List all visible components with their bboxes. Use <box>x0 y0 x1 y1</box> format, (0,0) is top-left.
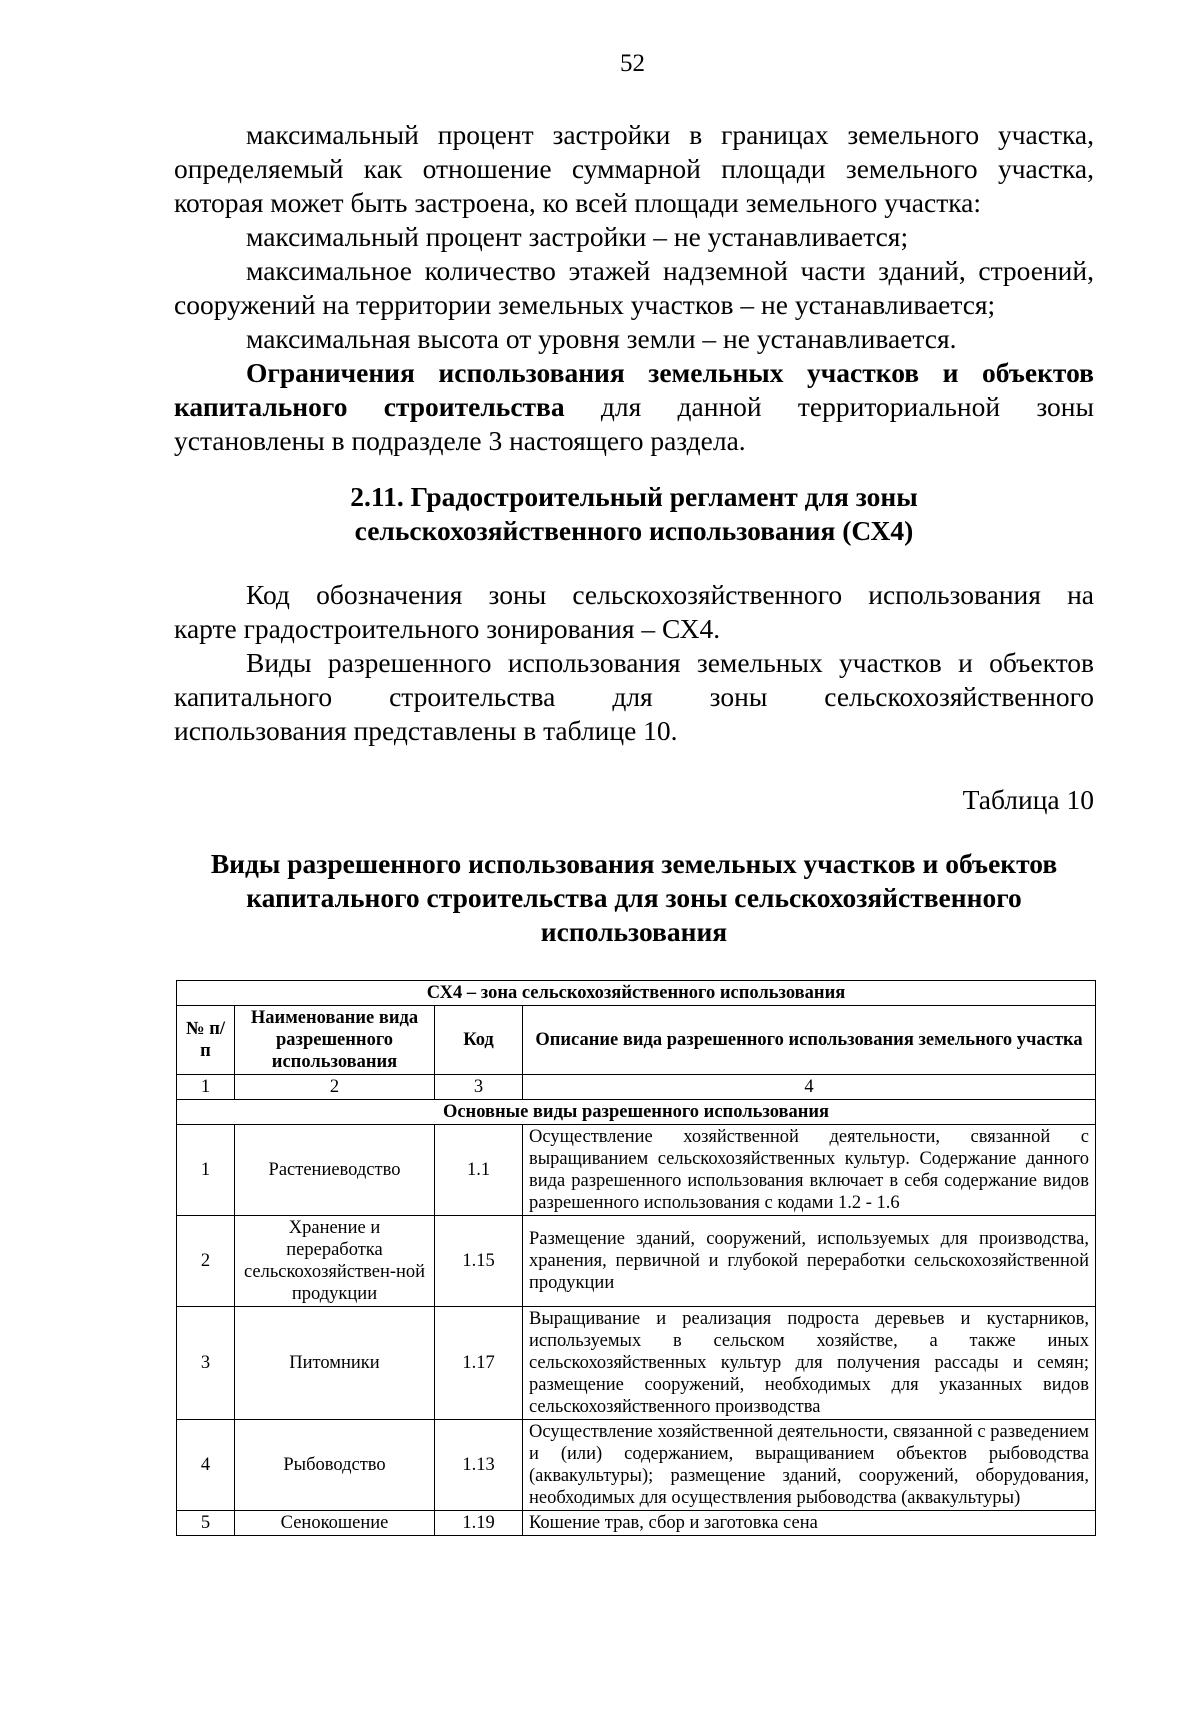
intro-line: максимальная высота от уровня земли – не устанавливается. <box>246 323 957 354</box>
page-number: 52 <box>620 50 645 77</box>
row-name: Питомники <box>235 1307 435 1420</box>
row-number: 3 <box>177 1307 235 1420</box>
section-body <box>174 578 1094 748</box>
column-number: 4 <box>523 1075 1096 1100</box>
table-title-line: использования <box>540 916 728 947</box>
row-code: 1.1 <box>435 1125 523 1216</box>
column-header: № п/п <box>177 1006 235 1075</box>
restrictions-line: Ограничения использования земельных участков и объектов <box>246 357 1094 388</box>
section-title-line: сельскохозяйственного использования (СХ4) <box>354 515 914 546</box>
table-row <box>177 1125 1096 1216</box>
row-code: 1.17 <box>435 1307 523 1420</box>
section-line: Код обозначения зоны сельскохозяйственного использования на <box>246 579 1094 610</box>
section-line: использования представлены в таблице 10. <box>174 715 678 746</box>
row-number: 4 <box>177 1420 235 1511</box>
row-name: Сенокошение <box>235 1511 435 1536</box>
row-number: 1 <box>177 1125 235 1216</box>
row-description: Выращивание и реализация подроста деревьев и кустарников, используемых в сельском хозяйстве, а также иных сельскохозяйственных культур для получения рассады и семян; размещение сооружений, необходимых для указанных видов сельскохозяйственного производства <box>523 1307 1096 1420</box>
column-number: 1 <box>177 1075 235 1100</box>
column-header: Код <box>435 1006 523 1075</box>
row-code: 1.15 <box>435 1216 523 1307</box>
zone-header-cell: СХ4 – зона сельскохозяйственного использования <box>177 981 1096 1006</box>
table-title-line: капитального строительства для зоны сельскохозяйственного <box>246 882 1022 913</box>
section-line: Виды разрешенного использования земельных участков и объектов <box>246 647 1094 678</box>
section-title-line: 2.11. Градостроительный регламент для зоны <box>350 481 918 512</box>
row-code: 1.13 <box>435 1420 523 1511</box>
row-description: Кошение трав, сбор и заготовка сена <box>523 1511 1096 1536</box>
permitted-uses-table <box>176 980 1096 1536</box>
row-description: Размещение зданий, сооружений, используемых для производства, хранения, первичной и глубокой переработки сельскохозяйственной продукции <box>523 1216 1096 1307</box>
row-name: Хранение и переработка сельскохозяйствен-ной продукции <box>235 1216 435 1307</box>
table-title-line: Виды разрешенного использования земельных участков и объектов <box>210 848 1058 879</box>
table-row <box>177 1420 1096 1511</box>
row-description: Осуществление хозяйственной деятельности, связанной с разведением и (или) содержанием, выращиванием объектов рыбоводства (аквакультуры); размещение зданий, сооружений, оборудования, необходимых для осуществления рыбоводства (аквакультуры) <box>523 1420 1096 1511</box>
intro-line: максимальный процент застройки – не устанавливается; <box>246 221 909 252</box>
column-header: Наименование вида разрешенного использования <box>235 1006 435 1075</box>
intro-line: сооружений на территории земельных участков – не устанавливается; <box>174 289 996 320</box>
row-number: 5 <box>177 1511 235 1536</box>
group-header-row <box>177 1100 1096 1125</box>
row-number: 2 <box>177 1216 235 1307</box>
intro-line: максимальный процент застройки в границах земельного участка, <box>246 119 1094 150</box>
row-code: 1.19 <box>435 1511 523 1536</box>
table-row <box>177 1307 1096 1420</box>
column-number: 2 <box>235 1075 435 1100</box>
column-header-row <box>177 1006 1096 1075</box>
zone-header-row <box>177 981 1096 1006</box>
row-name: Растениеводство <box>235 1125 435 1216</box>
row-description: Осуществление хозяйственной деятельности, связанной с выращиванием сельскохозяйственных культур. Содержание данного вида разрешенного использования включает в себя содержание видов разрешенного использования с кодами 1.2 - 1.6 <box>523 1125 1096 1216</box>
column-number-row <box>177 1075 1096 1100</box>
table-row <box>177 1511 1096 1536</box>
restrictions-tail: для данной территориальной зоны <box>600 391 1094 422</box>
section-line: карте градостроительного зонирования – СХ4. <box>174 613 721 644</box>
table-title <box>174 847 1094 949</box>
table-row <box>177 1216 1096 1307</box>
section-title <box>174 480 1094 548</box>
column-number: 3 <box>435 1075 523 1100</box>
intro-line: определяемый как отношение суммарной площади земельного участка, <box>174 153 1094 184</box>
row-name: Рыбоводство <box>235 1420 435 1511</box>
intro-line: которая может быть застроена, ко всей площади земельного участка: <box>174 187 982 218</box>
restrictions-line <box>174 390 1094 424</box>
group-header-cell: Основные виды разрешенного использования <box>177 1100 1096 1125</box>
restrictions-bold: капитального строительства <box>174 391 565 422</box>
restrictions-line: установлены в подразделе 3 настоящего раздела. <box>174 425 746 456</box>
intro-block <box>174 118 1094 458</box>
intro-line: максимальное количество этажей надземной части зданий, строений, <box>246 255 1094 286</box>
section-line: капитального строительства для зоны сельскохозяйственного <box>174 681 1094 712</box>
table-label: Таблица 10 <box>962 784 1094 815</box>
column-header: Описание вида разрешенного использования земельного участка <box>523 1006 1096 1075</box>
